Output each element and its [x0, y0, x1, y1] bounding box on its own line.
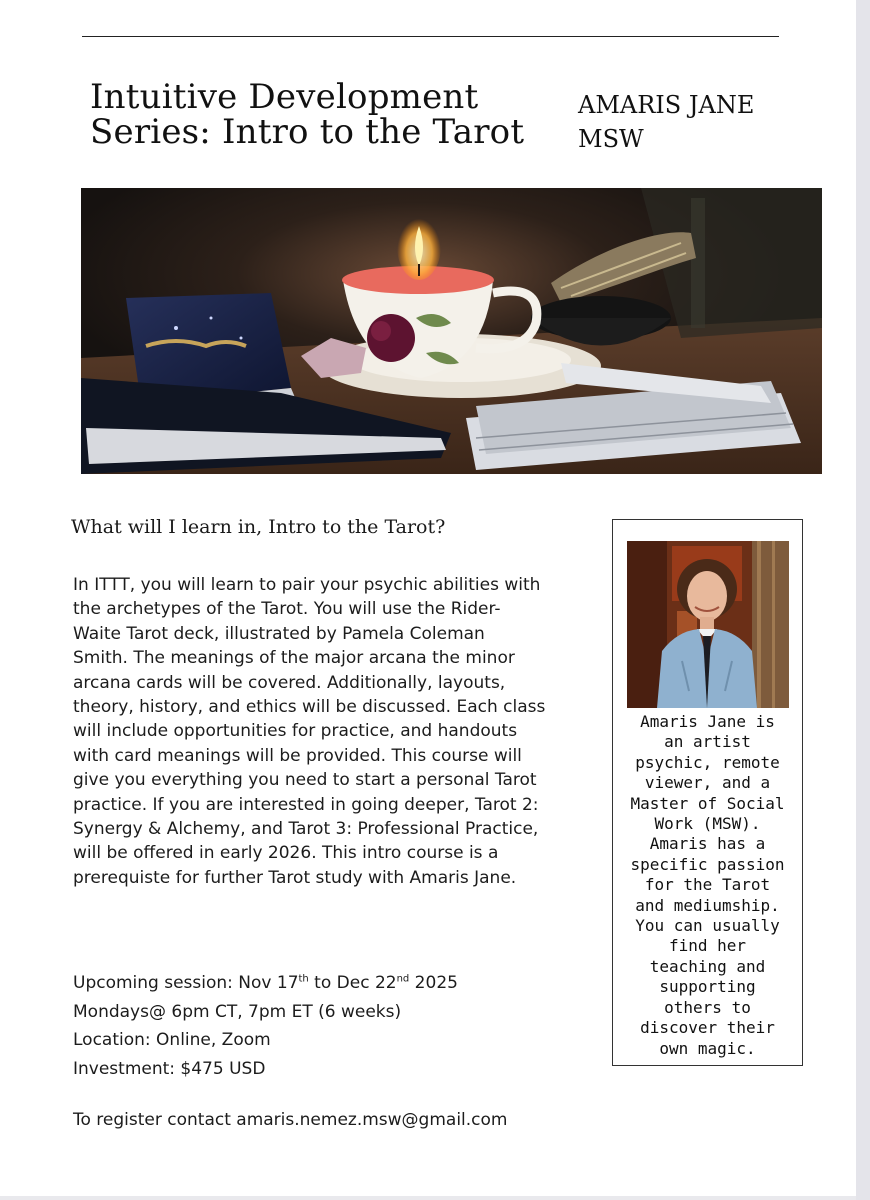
session-year: 2025	[409, 973, 458, 993]
learn-heading: What will I learn in, Intro to the Tarot?	[71, 516, 446, 538]
description-line: prerequiste for further Tarot study with Amaris Jane.	[73, 867, 517, 888]
hero-image-candle-teacup-tarot-cards	[81, 188, 822, 474]
bio-line: viewer, and a	[644, 773, 771, 793]
description-line: Waite Tarot deck, illustrated by Pamela Coleman	[73, 623, 485, 644]
description-line: practice. If you are interested in going deeper, Tarot 2:	[73, 794, 539, 815]
bio-line: supporting	[659, 977, 756, 997]
bio-line: Master of Social	[630, 793, 785, 813]
description-line: will include opportunities for practice, and handouts	[73, 721, 518, 742]
bio-line: Amaris has a	[649, 834, 766, 854]
investment: Investment: $475 USD	[73, 1058, 266, 1079]
bio-line: You can usually	[635, 916, 780, 936]
description-line: the archetypes of the Tarot. You will use the Rider-	[73, 599, 501, 620]
author-portrait	[627, 541, 789, 708]
session-prefix: Upcoming session: Nov 17	[73, 973, 299, 993]
session-details	[73, 969, 458, 1083]
bio-line: own magic.	[659, 1038, 756, 1058]
page-edge	[856, 0, 870, 1200]
session-middle: to Dec 22	[308, 973, 397, 993]
title-line: Series: Intro to the Tarot	[90, 112, 525, 152]
schedule: Mondays@ 6pm CT, 7pm ET (6 weeks)	[73, 1001, 402, 1022]
description-line: will be offered in early 2026. This intro course is a	[73, 843, 499, 864]
author-bio	[613, 712, 802, 1059]
description-line: In ITTT, you will learn to pair your psychic abilities with	[73, 575, 541, 595]
author-line: AMARIS JANE	[578, 91, 755, 119]
upcoming-session	[73, 969, 458, 998]
session-end-suffix: nd	[396, 973, 410, 985]
description-line: Smith. The meanings of the major arcana the minor	[73, 648, 515, 669]
bio-line: teaching and	[649, 956, 766, 976]
description-line: with card meanings will be provided. This course will	[73, 745, 522, 766]
bio-line: Amaris Jane is	[640, 712, 775, 731]
title-line: Intuitive Development	[90, 77, 479, 117]
description-line: give you everything you need to start a personal Tarot	[73, 770, 537, 791]
top-divider	[82, 36, 779, 37]
bio-line: psychic, remote	[635, 752, 780, 772]
bio-line: find her	[668, 936, 747, 956]
bio-line: for the Tarot	[644, 875, 771, 895]
author-name	[578, 88, 754, 156]
bio-line: an artist	[664, 732, 751, 752]
bio-line: discover their	[640, 1018, 775, 1038]
bio-line: others to	[664, 997, 751, 1017]
location: Location: Online, Zoom	[73, 1030, 271, 1051]
session-start-suffix: th	[298, 973, 309, 985]
description-line: Synergy & Alchemy, and Tarot 3: Professional Practice,	[73, 819, 539, 840]
author-bio-box	[612, 519, 803, 1066]
description-line: arcana cards will be covered. Additionally, layouts,	[73, 672, 506, 693]
course-description	[73, 573, 603, 890]
author-line: MSW	[578, 125, 644, 153]
bio-line: and mediumship.	[635, 895, 780, 915]
flyer-title	[90, 77, 550, 152]
description-line: theory, history, and ethics will be discussed. Each class	[73, 697, 546, 718]
bio-line: specific passion	[630, 854, 785, 874]
bio-line: Work (MSW).	[654, 814, 761, 834]
register-contact: To register contact amaris.nemez.msw@gmail.com	[73, 1110, 508, 1130]
